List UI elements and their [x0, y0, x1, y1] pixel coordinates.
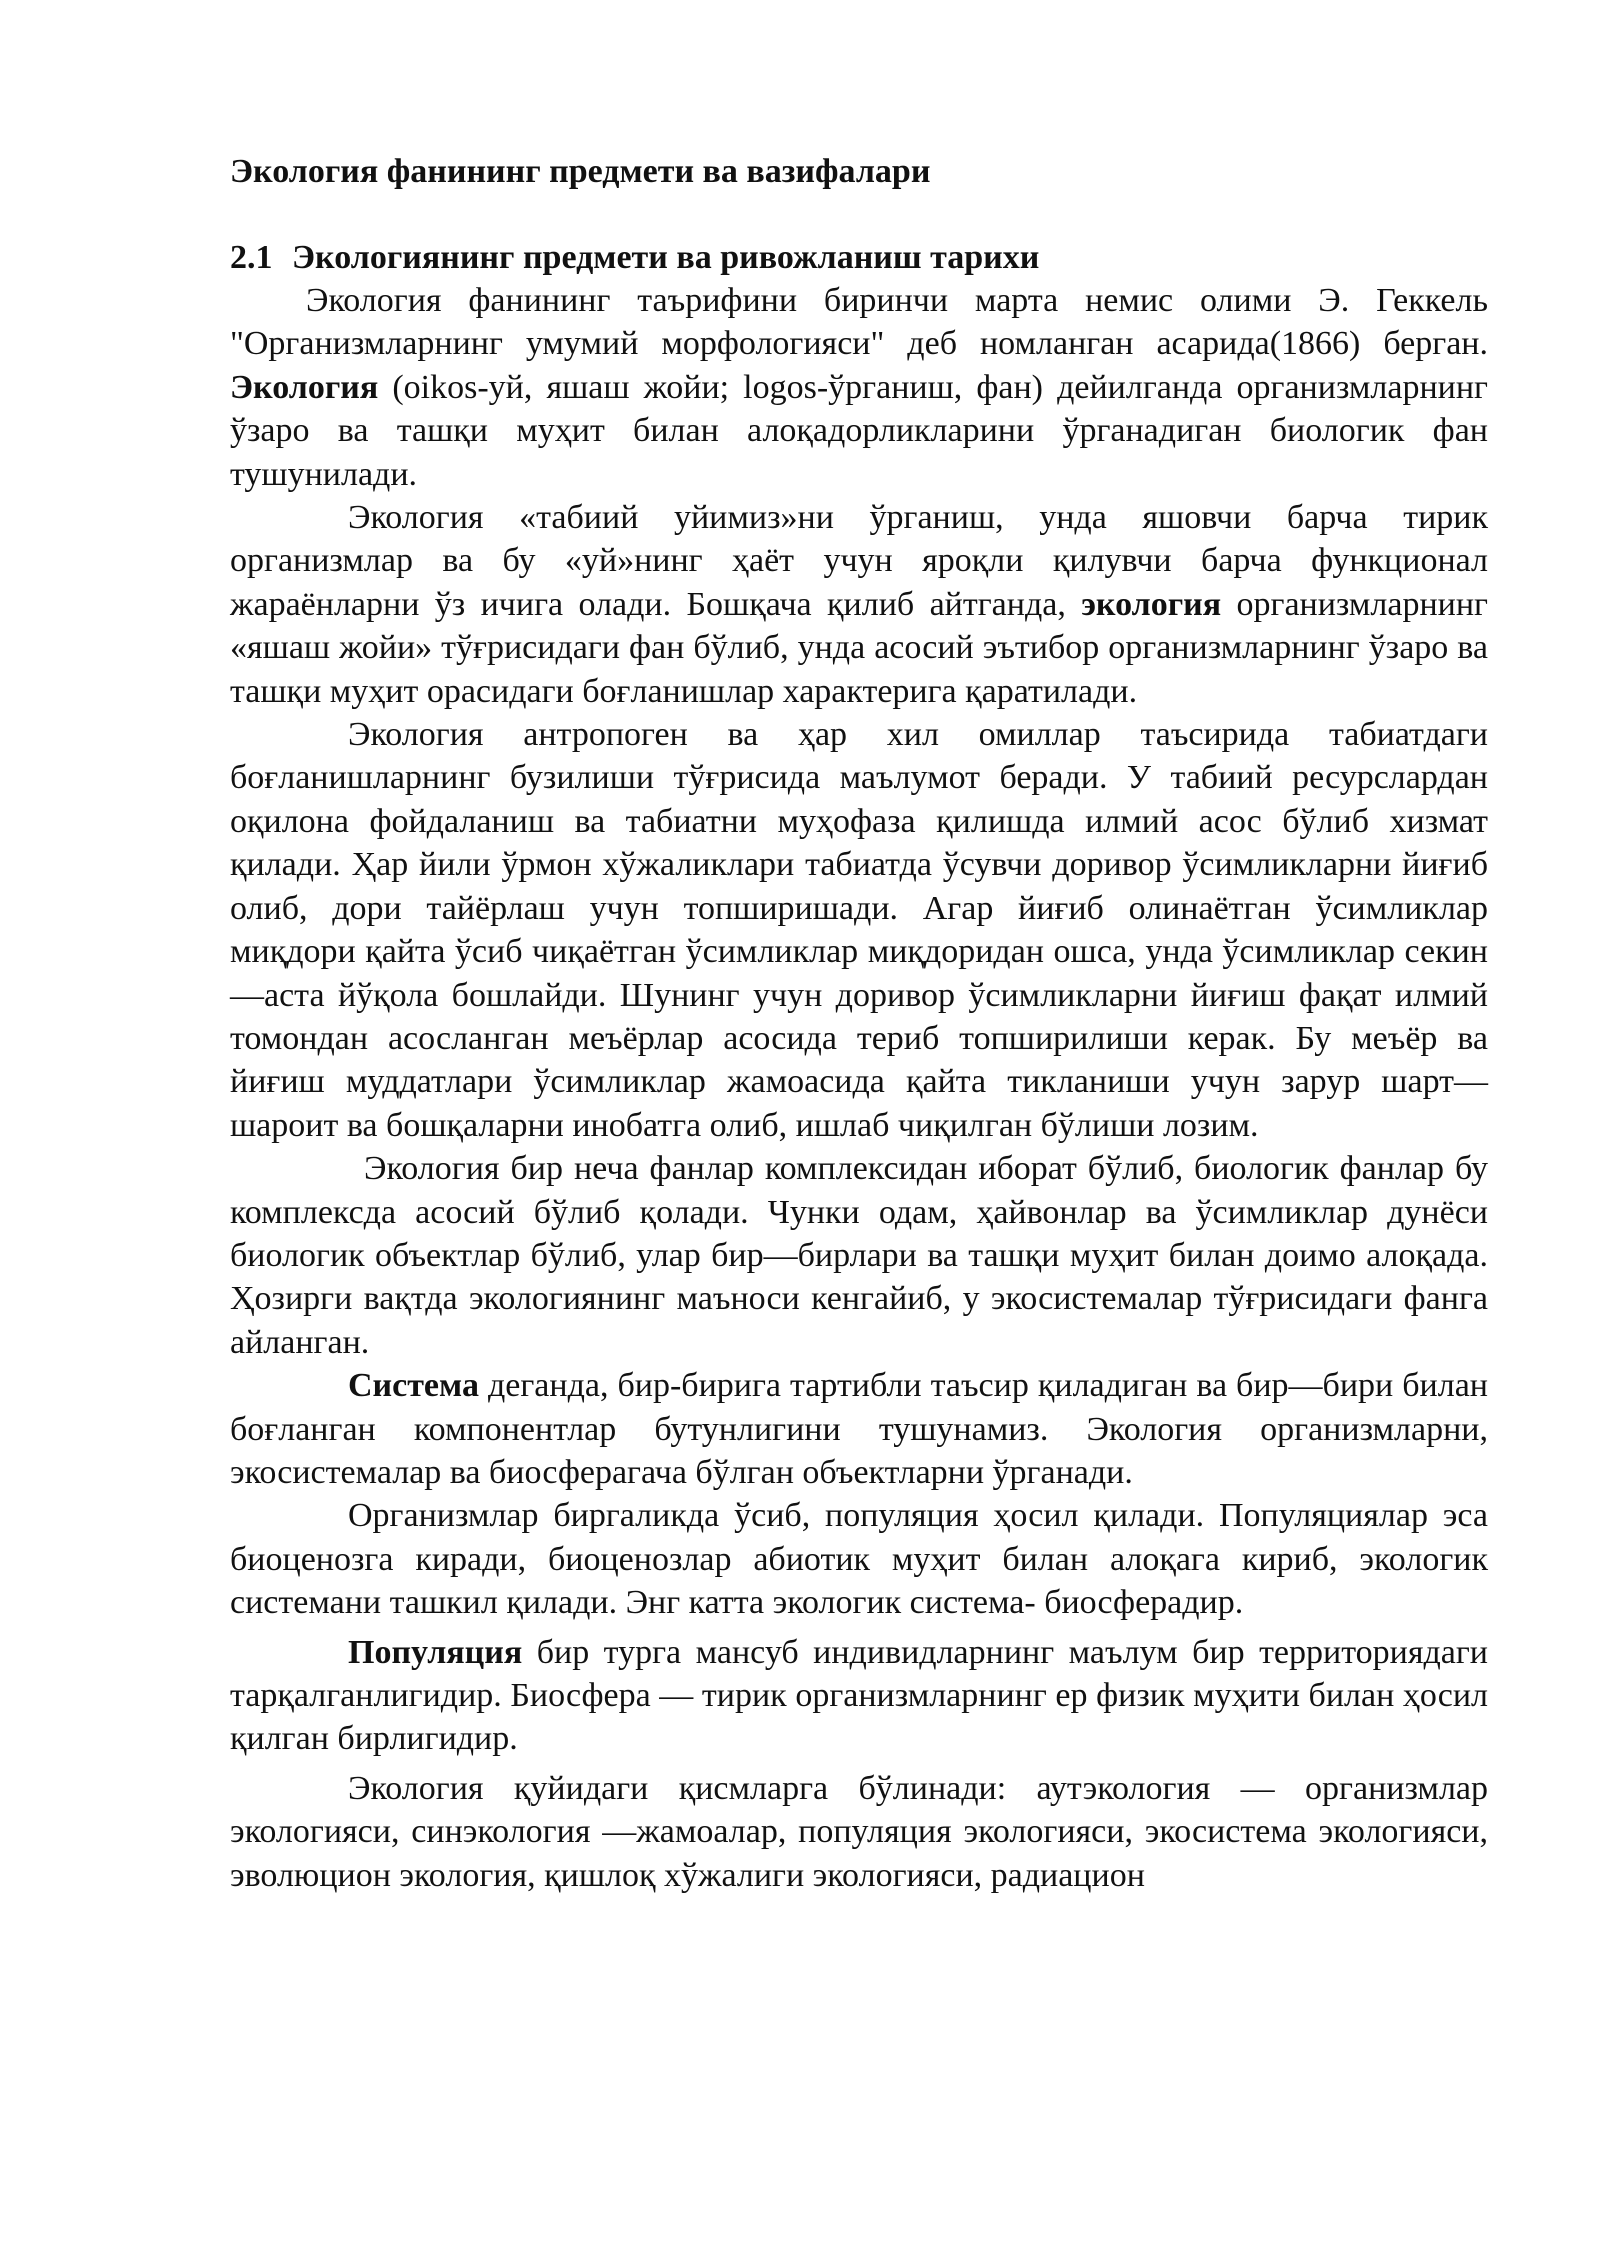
bold-term-ecology: Экология — [230, 368, 379, 406]
text-run: бир турга мансуб индивидларнинг маълум бир территориядаги тарқалганлигидир. Биосфера — тирик организмларнинг ер физик муҳити билан ҳосил қилган бирлигидир. — [230, 1633, 1488, 1758]
paragraph-ecology-definition — [230, 279, 1488, 496]
paragraph-sciences-complex: Экология бир неча фанлар комплексидан иборат бўлиб, биологик фанлар бу комплексда асосий бўлиб қолади. Чунки одам, ҳайвонлар ва ўсимликлар дунёси биологик объектлар бўлиб, улар бир—бирлари ва ташқи муҳит билан доимо алоқада. Ҳозирги вақтда экологиянинг маъноси кенгайиб, у экосистемалар тўғрисидаги фанга айланган. — [230, 1150, 1488, 1361]
text-run: Экология «табиий уйимиз»ни ўрганиш, унда яшовчи барча тирик организмлар ва бу «уй»нинг ҳаёт учун яроқли қилувчи барча функционал жараёнларни ўз ичига олади. Бошқача қилиб айтганда, — [230, 499, 1488, 623]
paragraph-natural-home — [230, 496, 1488, 713]
section-title: Экологиянинг предмети ва ривожланиш тарихи — [292, 239, 1040, 276]
bold-term-ecology: экология — [1081, 585, 1222, 623]
paragraph-population — [230, 1631, 1488, 1761]
paragraph-anthropogenic: Экология антропоген ва ҳар хил омиллар таъсирида табиатдаги боғланишларнинг бузилиши тўғрисида маълумот беради. У табиий ресурслардан оқилона фойдаланиш ва табиатни муҳофаза қилишда илмий асос бўлиб хизмат қилади. Ҳар йили ўрмон хўжаликлари табиатда ўсувчи доривор ўсимликларни йиғиб олиб, дори тайёрлаш учун топширишади. Агар йиғиб олинаётган ўсимликлар миқдори қайта ўсиб чиқаётган ўсимликлар миқдоридан ошса, унда ўсимликлар секин—аста йўқола бошлайди. Шунинг учун доривор ўсимликларни йиғиш фақат илмий томондан асосланган меъёрлар асосида териб топширилиши керак. Бу меъёр ва йиғиш муддатлари ўсимликлар жамоасида қайта тикланиши учун зарур шарт—шароит ва бошқаларни инобатга олиб, ишлаб чиқилган бўлиши лозим. — [230, 716, 1488, 1144]
text-run: организмларнинг «яшаш жойи» тўғрисидаги фан бўлиб, унда асосий эътибор организмларнинг ўзаро ва ташқи муҳит орасидаги боғланишлар характерига қаратилади. — [230, 585, 1488, 710]
paragraph-organisms: Организмлар биргаликда ўсиб, популяция ҳосил қилади. Популяциялар эса биоценозга киради, биоценозлар абиотик муҳит билан алоқага кириб, экологик системани ташкил қилади. Энг катта экологик система- биосферадир. — [230, 1497, 1488, 1622]
text-run: деганда, бир-бирига тартибли таъсир қиладиган ва бир—бири билан боғланган компонентлар бутунлигини тушунамиз. Экология организмларни, экосистемалар ва биосферагача бўлган объектларни ўрганади. — [230, 1367, 1488, 1491]
document-page — [230, 150, 1488, 1897]
paragraph-system — [230, 1364, 1488, 1494]
section-number: 2.1 — [230, 239, 273, 276]
text-run: (oikos-уй, яшаш жойи; logos-ўрганиш, фан) дейилганда организмларнинг ўзаро ва ташқи муҳит билан алоқадорликларини ўрганадиган биологик фан тушунилади. — [230, 368, 1488, 493]
document-title: Экология фанининг предмети ва вазифалари — [230, 153, 931, 190]
text-run: Экология фанининг таърифини биринчи марта немис олими Э. Геккель "Организмларнинг умумий морфологияси" деб номланган асарида(1866) берган. — [230, 282, 1488, 363]
bold-term-population: Популяция — [348, 1633, 523, 1671]
section-heading — [230, 236, 1488, 279]
paragraph-ecology-parts: Экология қуйидаги қисмларга бўлинади: аутэкология — организмлар экологияси, синэкология —жамоалар, популяция экологияси, экосистема экологияси, эволюцион экология, қишлоқ хўжалиги экологияси, радиацион — [230, 1769, 1488, 1894]
bold-term-system: Система — [348, 1367, 479, 1405]
